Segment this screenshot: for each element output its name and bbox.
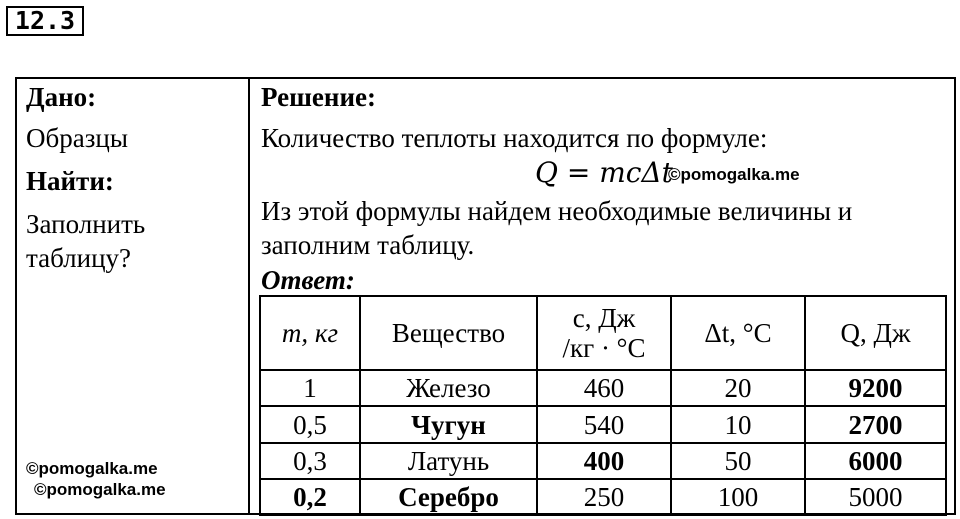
cell-delta-t: 10 bbox=[671, 406, 805, 442]
watermark-text: ©pomogalka.me bbox=[668, 165, 800, 184]
find-text-line1: Заполнить bbox=[26, 209, 146, 239]
cell-delta-t: 100 bbox=[671, 479, 805, 515]
cell-substance: Чугун bbox=[360, 406, 537, 442]
header-mass: m, кг bbox=[260, 296, 360, 370]
solution-heading: Решение: bbox=[261, 82, 376, 112]
cell-specific-heat: 460 bbox=[537, 370, 671, 406]
cell-substance: Латунь bbox=[360, 443, 537, 479]
cell-specific-heat: 540 bbox=[537, 406, 671, 442]
given-text: Образцы bbox=[26, 123, 128, 153]
find-text-line2: таблицу? bbox=[26, 243, 132, 273]
solution-line3: заполним таблицу. bbox=[261, 230, 475, 260]
cell-mass: 1 bbox=[260, 370, 360, 406]
answer-label: Ответ: bbox=[261, 265, 355, 295]
cell-substance: Железо bbox=[360, 370, 537, 406]
watermark-text: ©pomogalka.me bbox=[34, 480, 166, 499]
formula-text: Q = mcΔt bbox=[535, 156, 673, 189]
header-specific-heat-line1: c, Дж bbox=[572, 303, 636, 334]
table-row bbox=[260, 370, 946, 406]
watermark-text: ©pomogalka.me bbox=[26, 459, 158, 478]
cell-specific-heat: 400 bbox=[537, 443, 671, 479]
cell-heat: 6000 bbox=[805, 443, 946, 479]
header-specific-heat bbox=[537, 296, 671, 370]
header-delta-t: Δt, °C bbox=[671, 296, 805, 370]
cell-specific-heat: 250 bbox=[537, 479, 671, 515]
find-heading: Найти: bbox=[26, 166, 114, 196]
cell-heat: 9200 bbox=[805, 370, 946, 406]
table-body bbox=[260, 370, 946, 515]
cell-delta-t: 20 bbox=[671, 370, 805, 406]
given-heading: Дано: bbox=[26, 82, 97, 112]
answer-table bbox=[259, 295, 947, 516]
cell-mass: 0,3 bbox=[260, 443, 360, 479]
table-row bbox=[260, 406, 946, 442]
cell-delta-t: 50 bbox=[671, 443, 805, 479]
header-substance: Вещество bbox=[360, 296, 537, 370]
header-heat: Q, Дж bbox=[805, 296, 946, 370]
cell-heat: 5000 bbox=[805, 479, 946, 515]
table-row bbox=[260, 443, 946, 479]
formula bbox=[535, 158, 673, 188]
solution-line1: Количество теплоты находится по формуле: bbox=[261, 123, 768, 153]
cell-mass: 0,5 bbox=[260, 406, 360, 442]
cell-mass: 0,2 bbox=[260, 479, 360, 515]
solution-line2: Из этой формулы найдем необходимые величины и bbox=[261, 196, 853, 226]
table-header-row bbox=[260, 296, 946, 370]
cell-substance: Серебро bbox=[360, 479, 537, 515]
header-specific-heat-line2: /кг · °C bbox=[562, 333, 646, 364]
table-row bbox=[260, 479, 946, 515]
column-divider bbox=[248, 77, 250, 515]
problem-number: 12.3 bbox=[6, 6, 84, 36]
cell-heat: 2700 bbox=[805, 406, 946, 442]
